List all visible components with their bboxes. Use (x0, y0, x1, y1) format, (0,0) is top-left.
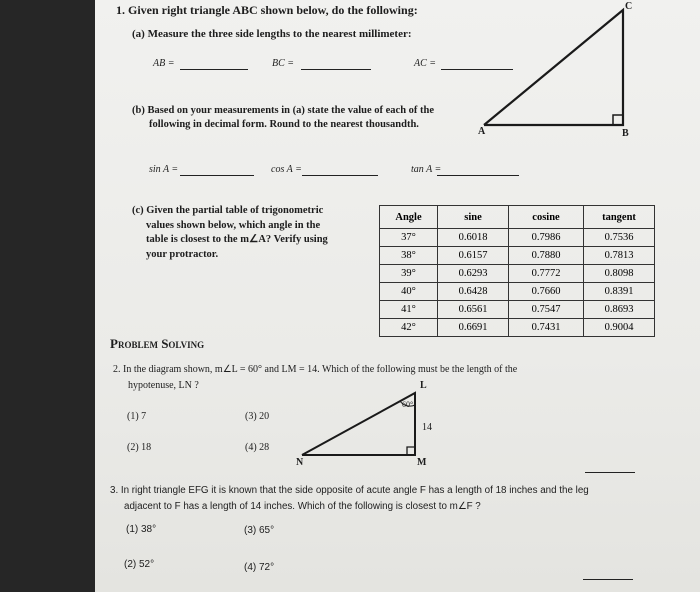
q1-part-c-line3: table is closest to the m∠A? Verify using (146, 234, 328, 245)
cell-tangent: 0.8391 (584, 283, 655, 301)
right-angle-mark-m (407, 447, 415, 455)
q2-choice-4[interactable]: (4) 28 (245, 442, 270, 453)
q1-part-b-line2: following in decimal form. Round to the nearest thousandth. (149, 119, 419, 130)
q1-title: 1. Given right triangle ABC shown below, do the following: (116, 3, 418, 17)
q2-line1: 2. In the diagram shown, m∠L = 60° and LM = 14. Which of the following must be the length of the (113, 364, 518, 375)
table-row (380, 283, 655, 301)
cell-tangent: 0.9004 (584, 319, 655, 337)
q3-choice-3[interactable]: (3) 65° (244, 525, 275, 536)
q3-line2: adjacent to F has a length of 14 inches. Which of the following is closest to m∠F ? (124, 501, 481, 512)
vertex-l: L (420, 380, 427, 391)
cell-cosine: 0.7431 (509, 319, 584, 337)
sin-label: sin A = (149, 164, 179, 175)
q1-part-c-line2: values shown below, which angle in the (146, 219, 321, 231)
problem-solving-heading: Problem Solving (110, 336, 205, 351)
table-row (380, 265, 655, 283)
cos-label: cos A = (271, 164, 302, 175)
q2-answer-line[interactable] (585, 472, 635, 473)
right-angle-mark-b (613, 115, 623, 125)
q1-part-b-line1: (b) Based on your measurements in (a) state the value of each of the (132, 105, 435, 116)
q2-line2: hypotenuse, LN ? (128, 380, 199, 391)
q3-choice-1[interactable]: (1) 38° (126, 524, 157, 535)
cell-cosine: 0.7880 (509, 247, 584, 265)
bc-label: BC = (272, 58, 295, 69)
q1-part-c-line1: (c) Given the partial table of trigonometric (132, 205, 324, 216)
cell-angle: 39° (380, 265, 438, 283)
q1-part-a: (a) Measure the three side lengths to the nearest millimeter: (132, 28, 412, 40)
q2-choice-3[interactable]: (3) 20 (245, 411, 270, 422)
cell-angle: 37° (380, 229, 438, 247)
desk-background (0, 0, 95, 592)
vertex-a: A (478, 126, 486, 137)
side-14-label: 14 (422, 422, 432, 433)
table-row (380, 301, 655, 319)
cell-cosine: 0.7772 (509, 265, 584, 283)
q2-choice-1[interactable]: (1) 7 (127, 411, 147, 422)
bc-answer-line[interactable] (301, 69, 371, 70)
cell-angle: 40° (380, 283, 438, 301)
table-row (380, 229, 655, 247)
cos-answer-line[interactable] (302, 175, 378, 176)
vertex-b: B (622, 128, 629, 139)
triangle-abc-outline (484, 10, 623, 125)
q2-choice-2[interactable]: (2) 18 (127, 442, 152, 453)
angle-60-label: 60° (402, 400, 414, 409)
cell-sine: 0.6428 (438, 283, 509, 301)
cell-cosine: 0.7547 (509, 301, 584, 319)
cell-tangent: 0.8693 (584, 301, 655, 319)
cell-angle: 38° (380, 247, 438, 265)
header-tangent: tangent (584, 206, 655, 229)
cell-tangent: 0.7536 (584, 229, 655, 247)
sin-answer-line[interactable] (180, 175, 254, 176)
triangle-lmn-outline (302, 393, 415, 455)
ac-label: AC = (414, 58, 437, 69)
triangle-abc (470, 0, 640, 150)
q1-part-c (132, 204, 328, 262)
trig-table (379, 205, 655, 337)
ab-label: AB = (153, 58, 175, 69)
header-sine: sine (438, 206, 509, 229)
cell-tangent: 0.8098 (584, 265, 655, 283)
tan-answer-line[interactable] (437, 175, 519, 176)
table-row (380, 247, 655, 265)
vertex-c: C (625, 1, 633, 12)
header-cosine: cosine (509, 206, 584, 229)
cell-sine: 0.6157 (438, 247, 509, 265)
cell-sine: 0.6561 (438, 301, 509, 319)
q3-line1: 3. In right triangle EFG it is known that the side opposite of acute angle F has a length of 18 inches and the leg (110, 485, 589, 496)
cell-sine: 0.6018 (438, 229, 509, 247)
header-angle: Angle (380, 206, 438, 229)
q1-part-c-line4: your protractor. (146, 248, 219, 260)
q3-choice-2[interactable]: (2) 52° (124, 559, 155, 570)
q3-choice-4[interactable]: (4) 72° (244, 562, 275, 573)
vertex-n: N (296, 457, 304, 468)
tan-label: tan A = (411, 164, 442, 175)
cell-cosine: 0.7660 (509, 283, 584, 301)
cell-sine: 0.6691 (438, 319, 509, 337)
cell-angle: 41° (380, 301, 438, 319)
ab-answer-line[interactable] (180, 69, 248, 70)
cell-angle: 42° (380, 319, 438, 337)
cell-cosine: 0.7986 (509, 229, 584, 247)
q1-part-b (132, 104, 434, 132)
trig-table-header (380, 206, 655, 229)
vertex-m: M (417, 457, 427, 468)
table-row (380, 319, 655, 337)
q3-answer-line[interactable] (583, 579, 633, 580)
cell-tangent: 0.7813 (584, 247, 655, 265)
cell-sine: 0.6293 (438, 265, 509, 283)
